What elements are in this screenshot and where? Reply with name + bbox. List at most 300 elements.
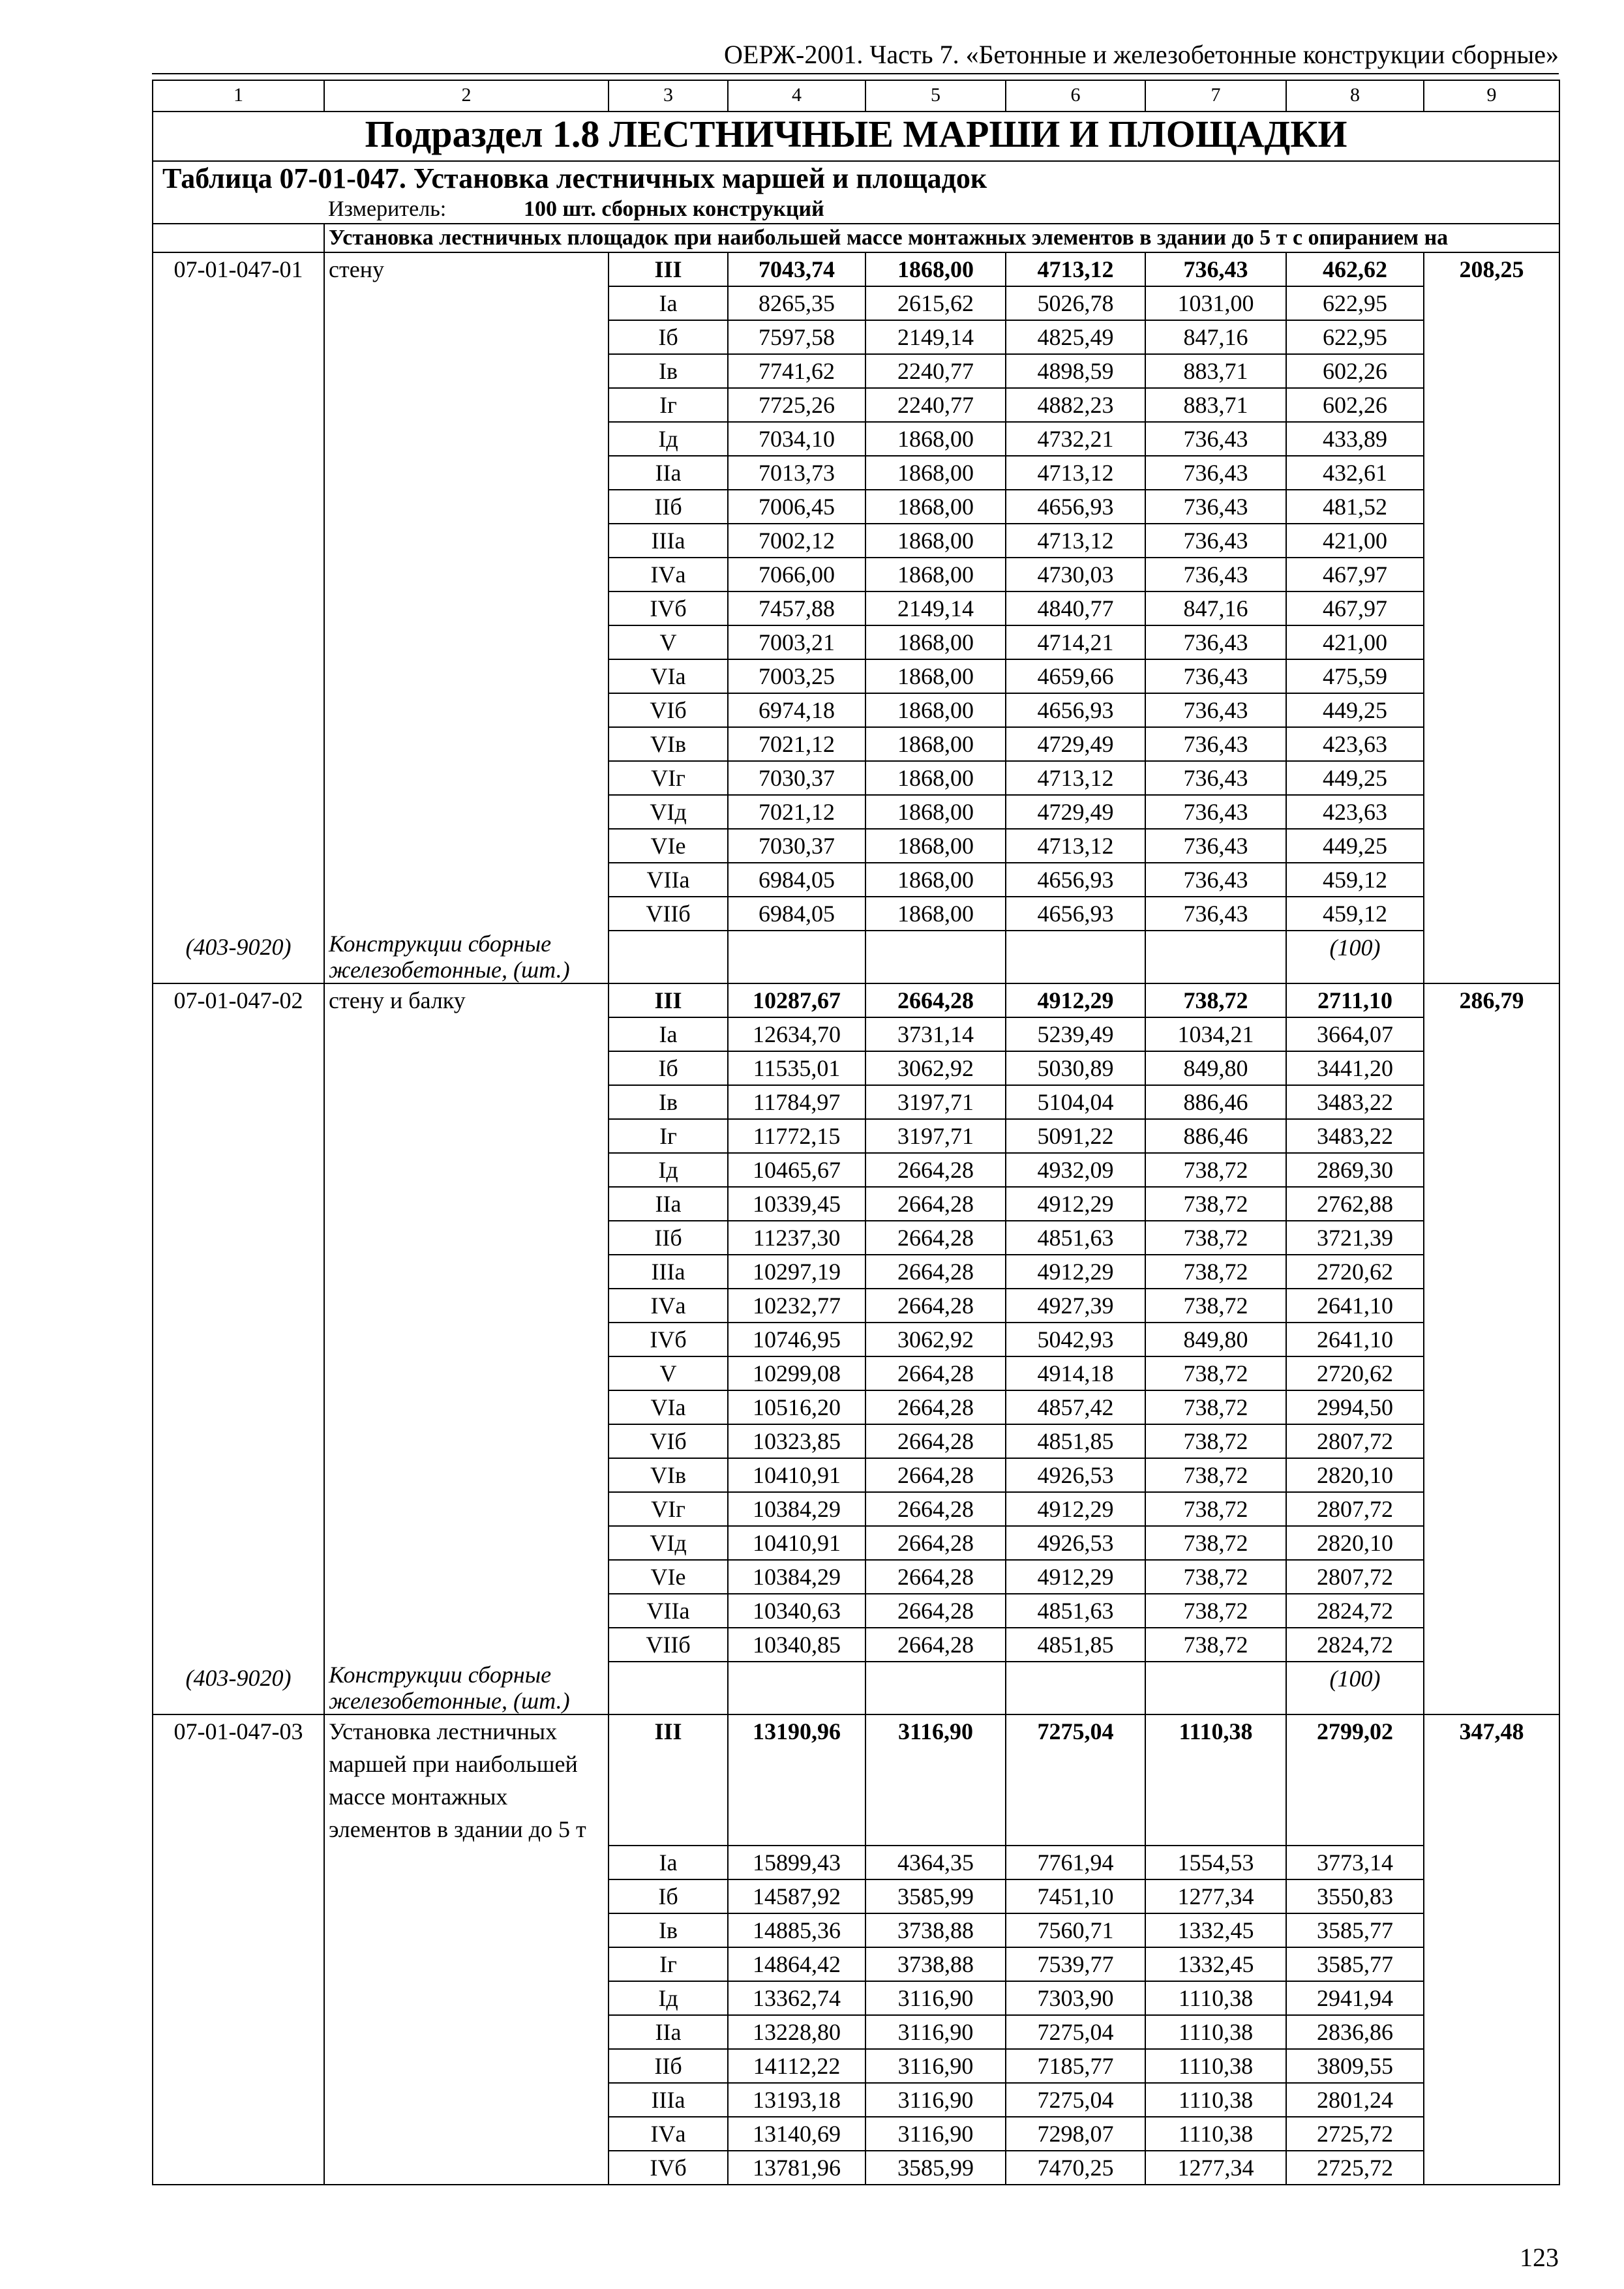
- table-row: [153, 761, 1559, 795]
- rate-code-blank: [153, 1085, 324, 1119]
- rate-code-blank: [153, 1981, 324, 2015]
- table-row: [153, 252, 1559, 286]
- value-cell: 7725,26: [728, 388, 865, 422]
- value-cell: 7021,12: [728, 727, 865, 761]
- price-zone: VIб: [609, 693, 728, 727]
- rate-code-blank: [153, 1017, 324, 1051]
- value-cell: 5042,93: [1006, 1323, 1145, 1356]
- value-cell: 423,63: [1286, 795, 1424, 829]
- value-cell: 7761,94: [1006, 1846, 1145, 1879]
- rate-description-blank: [324, 286, 609, 320]
- rate-code-blank: [153, 2083, 324, 2117]
- value-cell: 4729,49: [1006, 795, 1145, 829]
- rate-code-blank: [153, 1526, 324, 1560]
- value-cell: 6984,05: [728, 863, 865, 897]
- value-cell: 10339,45: [728, 1187, 865, 1221]
- rate-code: 07-01-047-03: [153, 1714, 324, 1846]
- value-cell: 13193,18: [728, 2083, 865, 2117]
- blank-cell: [865, 931, 1006, 983]
- rate-description-blank: [324, 1424, 609, 1458]
- column-number: 2: [324, 80, 609, 112]
- value-cell: 738,72: [1145, 1289, 1286, 1323]
- value-cell: 4857,42: [1006, 1390, 1145, 1424]
- table-row: [153, 490, 1559, 524]
- column-number: 4: [728, 80, 865, 112]
- value-cell: 2641,10: [1286, 1289, 1424, 1323]
- rate-description-blank: [324, 2083, 609, 2117]
- rate-description-blank: [324, 2151, 609, 2185]
- price-zone: VIа: [609, 659, 728, 693]
- value-cell: 2664,28: [865, 1153, 1006, 1187]
- price-zone: IIб: [609, 2049, 728, 2083]
- table-row: [153, 286, 1559, 320]
- table-row: [153, 897, 1559, 931]
- value-cell: 4914,18: [1006, 1356, 1145, 1390]
- value-cell: 4714,21: [1006, 625, 1145, 659]
- value-cell: 10232,77: [728, 1289, 865, 1323]
- value-cell: 2836,86: [1286, 2015, 1424, 2049]
- value-cell: 10384,29: [728, 1560, 865, 1594]
- blank-cell: [865, 1662, 1006, 1714]
- value-cell: 736,43: [1145, 558, 1286, 591]
- rate-code-blank: [153, 1560, 324, 1594]
- rate-description-blank: [324, 625, 609, 659]
- value-cell: 738,72: [1145, 1255, 1286, 1289]
- value-cell: 886,46: [1145, 1119, 1286, 1153]
- value-cell: 1332,45: [1145, 1947, 1286, 1981]
- rate-description-blank: [324, 1221, 609, 1255]
- value-cell: 14112,22: [728, 2049, 865, 2083]
- value-cell: 3738,88: [865, 1947, 1006, 1981]
- rate-code-blank: [153, 1153, 324, 1187]
- value-cell: 3116,90: [865, 2015, 1006, 2049]
- rate-code-blank: [153, 1289, 324, 1323]
- table-row: [153, 354, 1559, 388]
- rate-code-blank: [153, 1594, 324, 1628]
- resource-name: Конструкции сборные железобетонные, (шт.): [324, 931, 609, 983]
- resource-row: [153, 931, 1559, 983]
- price-zone: V: [609, 625, 728, 659]
- table-row: [153, 1913, 1559, 1947]
- rate-code-blank: [153, 286, 324, 320]
- value-cell: 10384,29: [728, 1492, 865, 1526]
- rate-code-blank: [153, 1323, 324, 1356]
- rate-code-blank: [153, 422, 324, 456]
- rate-description-blank: [324, 2015, 609, 2049]
- rate-description-blank: [324, 1085, 609, 1119]
- value-cell: 13362,74: [728, 1981, 865, 2015]
- value-cell: 421,00: [1286, 625, 1424, 659]
- value-cell: 2615,62: [865, 286, 1006, 320]
- value-cell: 1868,00: [865, 422, 1006, 456]
- value-cell: 481,52: [1286, 490, 1424, 524]
- value-cell: 7451,10: [1006, 1879, 1145, 1913]
- measure-value: 100 шт. сборных конструкций: [524, 197, 824, 221]
- table-row: [153, 1255, 1559, 1289]
- price-zone: Iа: [609, 286, 728, 320]
- value-cell: 3664,07: [1286, 1017, 1424, 1051]
- value-cell: 1277,34: [1145, 1879, 1286, 1913]
- table-row: [153, 558, 1559, 591]
- value-cell: 449,25: [1286, 693, 1424, 727]
- value-cell: 10299,08: [728, 1356, 865, 1390]
- subsection-row: [153, 112, 1559, 161]
- value-cell: 2664,28: [865, 1594, 1006, 1628]
- price-zone: VIб: [609, 1424, 728, 1458]
- table-title-row: [153, 161, 1559, 196]
- group-heading-row: [153, 224, 1559, 252]
- rate-description-blank: [324, 1323, 609, 1356]
- resource-name: Конструкции сборные железобетонные, (шт.): [324, 1662, 609, 1714]
- resource-qty: (100): [1286, 931, 1424, 983]
- rate-description-blank: [324, 829, 609, 863]
- measure-row: [153, 196, 1559, 224]
- value-cell: 2824,72: [1286, 1628, 1424, 1662]
- value-cell: 4364,35: [865, 1846, 1006, 1879]
- table-row: [153, 1492, 1559, 1526]
- price-zone: IVб: [609, 1323, 728, 1356]
- value-cell: 736,43: [1145, 524, 1286, 558]
- price-zone: Iа: [609, 1846, 728, 1879]
- rate-description-blank: [324, 693, 609, 727]
- value-cell: 847,16: [1145, 591, 1286, 625]
- price-zone: Iв: [609, 1085, 728, 1119]
- rate-code-blank: [153, 761, 324, 795]
- rate-description-blank: [324, 1458, 609, 1492]
- rate-description-blank: [324, 1356, 609, 1390]
- table-row: [153, 983, 1559, 1017]
- value-cell: 13781,96: [728, 2151, 865, 2185]
- rate-description-blank: [324, 1879, 609, 1913]
- value-cell: 7470,25: [1006, 2151, 1145, 2185]
- rate-description-blank: [324, 1119, 609, 1153]
- rate-description-blank: [324, 1526, 609, 1560]
- column-number: 5: [865, 80, 1006, 112]
- table-row: [153, 456, 1559, 490]
- rate-code-blank: [153, 1255, 324, 1289]
- value-cell: 4912,29: [1006, 1255, 1145, 1289]
- table-row: [153, 2083, 1559, 2117]
- blank-cell: [1006, 931, 1145, 983]
- rate-description-blank: [324, 1187, 609, 1221]
- table-row: [153, 1458, 1559, 1492]
- rate-description-blank: [324, 1628, 609, 1662]
- value-cell: 736,43: [1145, 863, 1286, 897]
- value-cell: 1110,38: [1145, 1981, 1286, 2015]
- value-cell: 2711,10: [1286, 983, 1424, 1017]
- value-cell: 736,43: [1145, 795, 1286, 829]
- price-zone: Iб: [609, 1879, 728, 1913]
- value-cell: 4730,03: [1006, 558, 1145, 591]
- table-row: [153, 422, 1559, 456]
- value-cell: 1868,00: [865, 863, 1006, 897]
- value-cell: 14885,36: [728, 1913, 865, 1947]
- rate-description-blank: [324, 1017, 609, 1051]
- value-cell: 10340,85: [728, 1628, 865, 1662]
- value-cell: 738,72: [1145, 1221, 1286, 1255]
- rate-code: 07-01-047-02: [153, 983, 324, 1017]
- value-cell: 3116,90: [865, 2083, 1006, 2117]
- value-cell: 736,43: [1145, 897, 1286, 931]
- value-cell: 421,00: [1286, 524, 1424, 558]
- price-zone: VIIа: [609, 1594, 728, 1628]
- value-cell: 1868,00: [865, 625, 1006, 659]
- value-cell: 4713,12: [1006, 761, 1145, 795]
- price-zone: VIIа: [609, 863, 728, 897]
- rate-description-blank: [324, 897, 609, 931]
- subsection-title: Подраздел 1.8 ЛЕСТНИЧНЫЕ МАРШИ И ПЛОЩАДКИ: [153, 112, 1559, 161]
- value-cell: 738,72: [1145, 1526, 1286, 1560]
- column-numbers-row: [153, 80, 1559, 112]
- value-cell: 2725,72: [1286, 2117, 1424, 2151]
- rate-description-blank: [324, 1390, 609, 1424]
- price-zone: Iа: [609, 1017, 728, 1051]
- value-cell: 738,72: [1145, 1458, 1286, 1492]
- price-zone: IIб: [609, 1221, 728, 1255]
- table-row: [153, 625, 1559, 659]
- price-zone: III: [609, 1714, 728, 1846]
- value-cell: 5104,04: [1006, 1085, 1145, 1119]
- value-cell: 2807,72: [1286, 1424, 1424, 1458]
- value-cell: 1868,00: [865, 829, 1006, 863]
- rate-code-blank: [153, 727, 324, 761]
- value-cell: 2149,14: [865, 320, 1006, 354]
- value-cell: 4851,63: [1006, 1221, 1145, 1255]
- value-cell: 622,95: [1286, 286, 1424, 320]
- value-cell: 10746,95: [728, 1323, 865, 1356]
- rate-description-blank: [324, 1153, 609, 1187]
- column-number: 3: [609, 80, 728, 112]
- value-cell: 1868,00: [865, 456, 1006, 490]
- rate-code-blank: [153, 1390, 324, 1424]
- table-row: [153, 524, 1559, 558]
- value-cell: 4882,23: [1006, 388, 1145, 422]
- table-row: [153, 1221, 1559, 1255]
- rate-description: Установка лестничных маршей при наибольшей массе монтажных элементов в здании до 5 т: [324, 1714, 609, 1846]
- blank-cell: [728, 1662, 865, 1714]
- rate-code-blank: [153, 2049, 324, 2083]
- value-cell: 2664,28: [865, 1628, 1006, 1662]
- value-cell: 1110,38: [1145, 1714, 1286, 1846]
- price-zone: VIе: [609, 829, 728, 863]
- rate-description-blank: [324, 1594, 609, 1628]
- rate-description-blank: [324, 863, 609, 897]
- rate-code-blank: [153, 524, 324, 558]
- value-cell: 7002,12: [728, 524, 865, 558]
- value-cell: 11772,15: [728, 1119, 865, 1153]
- value-cell: 4729,49: [1006, 727, 1145, 761]
- price-zone: IIа: [609, 456, 728, 490]
- value-cell: 10323,85: [728, 1424, 865, 1458]
- table-row: [153, 1187, 1559, 1221]
- value-cell: 3731,14: [865, 1017, 1006, 1051]
- value-cell: 736,43: [1145, 659, 1286, 693]
- value-cell: 847,16: [1145, 320, 1286, 354]
- rate-description-blank: [324, 591, 609, 625]
- value-cell: 7030,37: [728, 761, 865, 795]
- value-cell: 4713,12: [1006, 524, 1145, 558]
- value-cell: 11784,97: [728, 1085, 865, 1119]
- value-cell: 4713,12: [1006, 252, 1145, 286]
- value-cell: 736,43: [1145, 456, 1286, 490]
- value-cell: 7597,58: [728, 320, 865, 354]
- price-zone: Iб: [609, 1051, 728, 1085]
- rate-code-blank: [153, 863, 324, 897]
- value-cell: 467,97: [1286, 558, 1424, 591]
- value-cell: 7298,07: [1006, 2117, 1145, 2151]
- value-cell: 4851,85: [1006, 1424, 1145, 1458]
- rate-description-blank: [324, 524, 609, 558]
- value-cell: 4659,66: [1006, 659, 1145, 693]
- value-cell: 2820,10: [1286, 1526, 1424, 1560]
- rate-code-blank: [153, 2117, 324, 2151]
- rate-description-blank: [324, 1051, 609, 1085]
- rate-description-blank: [324, 354, 609, 388]
- value-cell: 14864,42: [728, 1947, 865, 1981]
- rate-code-blank: [153, 1492, 324, 1526]
- value-cell: 602,26: [1286, 354, 1424, 388]
- value-cell: 602,26: [1286, 388, 1424, 422]
- value-cell: 6984,05: [728, 897, 865, 931]
- rate-code-blank: [153, 625, 324, 659]
- table-row: [153, 1947, 1559, 1981]
- price-zone: Iг: [609, 388, 728, 422]
- value-cell: 475,59: [1286, 659, 1424, 693]
- value-cell: 4912,29: [1006, 1560, 1145, 1594]
- value-cell: 738,72: [1145, 1492, 1286, 1526]
- value-cell: 10410,91: [728, 1526, 865, 1560]
- value-cell: 849,80: [1145, 1051, 1286, 1085]
- value-cell: 2664,28: [865, 1492, 1006, 1526]
- rate-description-blank: [324, 1560, 609, 1594]
- value-cell: 738,72: [1145, 983, 1286, 1017]
- column-number: 7: [1145, 80, 1286, 112]
- rate-description-blank: [324, 1255, 609, 1289]
- price-zone: VIв: [609, 1458, 728, 1492]
- value-cell: 2664,28: [865, 1424, 1006, 1458]
- value-cell: 738,72: [1145, 1390, 1286, 1424]
- price-zone: IIа: [609, 1187, 728, 1221]
- page-number: 123: [1520, 2243, 1559, 2272]
- value-cell: 2664,28: [865, 1289, 1006, 1323]
- table-row: [153, 1390, 1559, 1424]
- value-cell: 7741,62: [728, 354, 865, 388]
- rate-code-blank: [153, 1424, 324, 1458]
- rate-description-blank: [324, 2049, 609, 2083]
- rate-code-blank: [153, 320, 324, 354]
- resource-code: (403-9020): [153, 931, 324, 983]
- value-cell: 1277,34: [1145, 2151, 1286, 2185]
- value-cell: 2240,77: [865, 388, 1006, 422]
- value-cell: 13228,80: [728, 2015, 865, 2049]
- price-zone: IIIа: [609, 524, 728, 558]
- value-cell: 5026,78: [1006, 286, 1145, 320]
- value-cell: 3062,92: [865, 1323, 1006, 1356]
- value-cell: 2664,28: [865, 1187, 1006, 1221]
- rate-code-blank: [153, 829, 324, 863]
- value-cell: 10287,67: [728, 983, 865, 1017]
- value-cell: 3585,99: [865, 2151, 1006, 2185]
- value-cell: 449,25: [1286, 829, 1424, 863]
- value-cell: 3738,88: [865, 1913, 1006, 1947]
- rate-code-blank: [153, 1879, 324, 1913]
- value-cell: 1868,00: [865, 252, 1006, 286]
- column-number: 1: [153, 80, 324, 112]
- table-row: [153, 320, 1559, 354]
- resource-row: [153, 1662, 1559, 1714]
- value-cell: 3550,83: [1286, 1879, 1424, 1913]
- value-cell: 433,89: [1286, 422, 1424, 456]
- price-zone: VIа: [609, 1390, 728, 1424]
- value-cell: 7003,21: [728, 625, 865, 659]
- table-row: [153, 1289, 1559, 1323]
- rate-code-blank: [153, 1187, 324, 1221]
- value-cell: 10410,91: [728, 1458, 865, 1492]
- price-zone: VIг: [609, 1492, 728, 1526]
- value-cell: 3483,22: [1286, 1119, 1424, 1153]
- table-row: [153, 795, 1559, 829]
- rates-table: [152, 80, 1560, 2185]
- value-cell: 736,43: [1145, 490, 1286, 524]
- value-cell: 3441,20: [1286, 1051, 1424, 1085]
- rate-description-blank: [324, 1846, 609, 1879]
- value-cell: 2664,28: [865, 1458, 1006, 1492]
- price-zone: Iд: [609, 422, 728, 456]
- value-cell: 3483,22: [1286, 1085, 1424, 1119]
- table-row: [153, 1017, 1559, 1051]
- value-cell: 4840,77: [1006, 591, 1145, 625]
- rate-description-blank: [324, 388, 609, 422]
- value-cell: 7303,90: [1006, 1981, 1145, 2015]
- value-cell: 3721,39: [1286, 1221, 1424, 1255]
- value-cell: 8265,35: [728, 286, 865, 320]
- table-row: [153, 1085, 1559, 1119]
- rate-code-blank: [153, 1846, 324, 1879]
- price-zone: Iб: [609, 320, 728, 354]
- value-cell: 883,71: [1145, 354, 1286, 388]
- table-row: [153, 1051, 1559, 1085]
- rate-code-blank: [153, 693, 324, 727]
- value-cell: 7275,04: [1006, 2015, 1145, 2049]
- value-cell: 2720,62: [1286, 1255, 1424, 1289]
- value-cell: 2820,10: [1286, 1458, 1424, 1492]
- value-cell: 4656,93: [1006, 897, 1145, 931]
- value-cell: 10516,20: [728, 1390, 865, 1424]
- rate-code-blank: [153, 1051, 324, 1085]
- rate-description-blank: [324, 761, 609, 795]
- value-cell: 736,43: [1145, 422, 1286, 456]
- table-row: [153, 388, 1559, 422]
- value-cell: 467,97: [1286, 591, 1424, 625]
- value-cell: 7457,88: [728, 591, 865, 625]
- value-cell: 2807,72: [1286, 1560, 1424, 1594]
- header-rule: [152, 73, 1559, 74]
- value-cell: 7185,77: [1006, 2049, 1145, 2083]
- rate-description-blank: [324, 1913, 609, 1947]
- table-row: [153, 1846, 1559, 1879]
- value-cell: 1110,38: [1145, 2015, 1286, 2049]
- blank-cell: [1006, 1662, 1145, 1714]
- price-zone: IVб: [609, 2151, 728, 2185]
- value-cell: 4851,63: [1006, 1594, 1145, 1628]
- value-cell: 5091,22: [1006, 1119, 1145, 1153]
- blank-cell: [1145, 931, 1286, 983]
- blank-cell: [728, 931, 865, 983]
- value-cell: 738,72: [1145, 1187, 1286, 1221]
- price-zone: Iд: [609, 1981, 728, 2015]
- price-zone: IVб: [609, 591, 728, 625]
- rate-description-blank: [324, 795, 609, 829]
